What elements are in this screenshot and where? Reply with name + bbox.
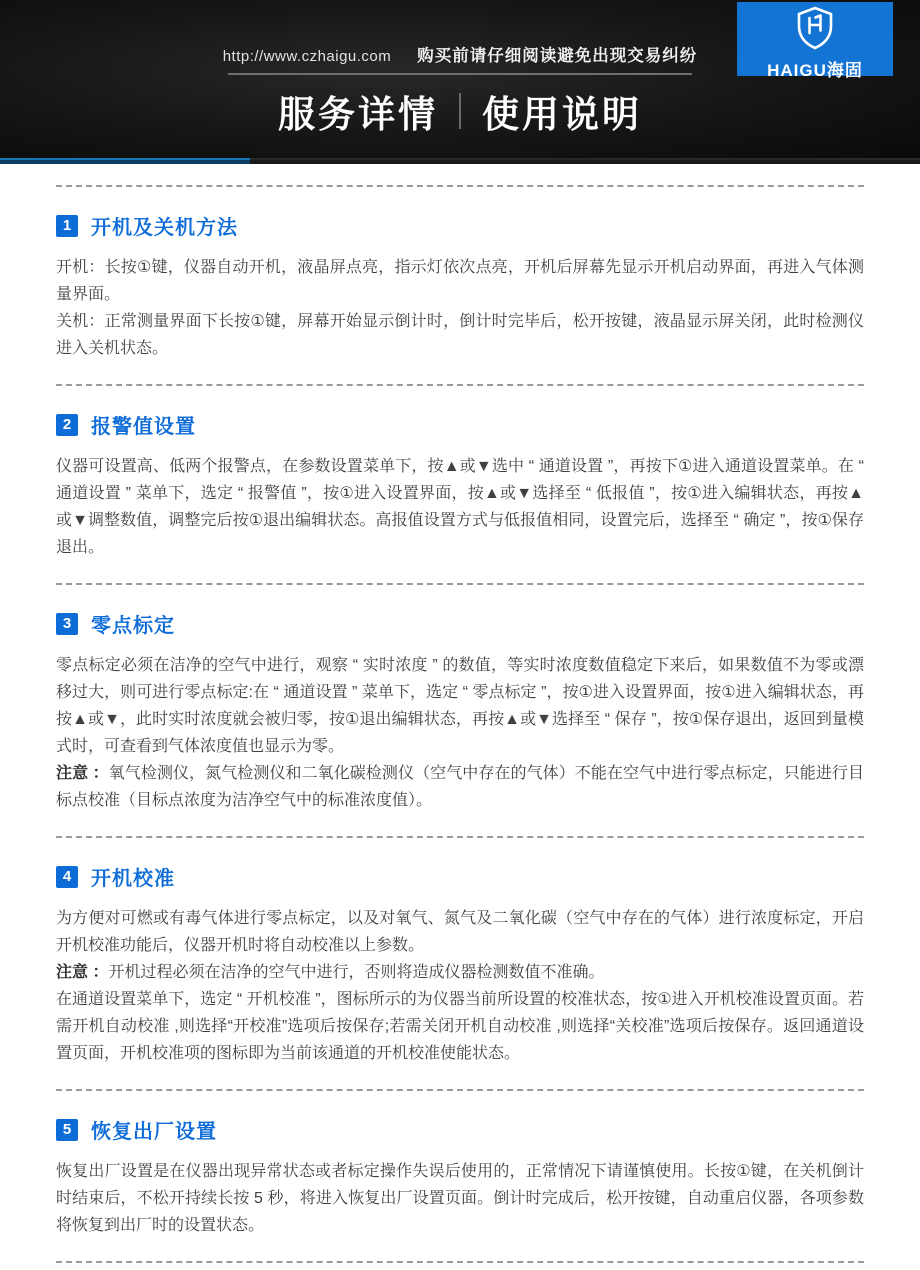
note-paragraph xyxy=(56,760,864,814)
instructions-content xyxy=(56,164,864,1263)
section-title: 零点标定 xyxy=(91,615,175,637)
section-factory-reset xyxy=(56,1091,864,1261)
purchase-notice: 购买前请仔细阅读避免出现交易纠纷 xyxy=(417,47,698,65)
section-header xyxy=(56,410,864,439)
header-underline xyxy=(228,73,692,75)
section-header xyxy=(56,211,864,240)
shield-icon xyxy=(795,6,835,55)
title-service-detail: 服务详情 xyxy=(278,94,438,135)
title-divider xyxy=(459,93,461,129)
brand-name: HAIGU海固 xyxy=(767,61,863,80)
section-number-badge: 3 xyxy=(56,613,78,635)
header-accent-strip xyxy=(0,158,920,164)
section-paragraph: 为方便对可燃或有毒气体进行零点标定，以及对氧气、氮气及二氧化碳（空气中存在的气体）进行浓度标定，开启开机校准功能后，仪器开机时将自动校准以上参数。 xyxy=(56,910,864,954)
title-usage-instructions: 使用说明 xyxy=(482,94,642,135)
note-paragraph xyxy=(56,959,864,986)
section-paragraph: 开机：长按①键，仪器自动开机，液晶屏点亮，指示灯依次点亮，开机后屏幕先显示开机启动界面，再进入气体测量界面。 xyxy=(56,259,864,303)
note-text: 氧气检测仪，氮气检测仪和二氧化碳检测仪（空气中存在的气体）不能在空气中进行零点标定，只能进行目标点校准（目标点浓度为洁净空气中的标准浓度值）。 xyxy=(56,765,864,809)
section-paragraph: 在通道设置菜单下，选定 “ 开机校准 ”，图标所示的为仪器当前所设置的校准状态，按①进入开机校准设置页面。若需开机自动校准 ,则选择“开校准”选项后按保存;若需关闭开机自动校准 ,则选择“关校准”选项后按保存。返回通道设置页面，开机校准项的图标即为当前该通道的开机校准使能状态。 xyxy=(56,991,864,1062)
brand-logo xyxy=(737,2,893,80)
dashed-divider xyxy=(56,1261,864,1263)
section-number-badge: 1 xyxy=(56,215,78,237)
section-paragraph: 恢复出厂设置是在仪器出现异常状态或者标定操作失误后使用的，正常情况下请谨慎使用。长按①键，在关机倒计时结束后，不松开持续长按 5 秒，将进入恢复出厂设置页面。倒计时完成后，松开按键，自动重启仪器，各项参数将恢复到出厂时的设置状态。 xyxy=(56,1163,864,1234)
section-title: 开机校准 xyxy=(91,868,175,890)
section-paragraph: 关机：正常测量界面下长按①键，屏幕开始显示倒计时，倒计时完毕后，松开按键，液晶显示屏关闭，此时检测仪进入关机状态。 xyxy=(56,313,864,357)
section-number-badge: 4 xyxy=(56,866,78,888)
accent-strip-dark xyxy=(250,158,920,164)
section-title: 恢复出厂设置 xyxy=(91,1121,217,1143)
section-alarm-value xyxy=(56,386,864,583)
section-number-badge: 5 xyxy=(56,1119,78,1141)
note-text: 开机过程必须在洁净的空气中进行，否则将造成仪器检测数值不准确。 xyxy=(108,964,605,981)
page-title xyxy=(0,84,920,138)
page-header xyxy=(0,0,920,158)
accent-strip-blue xyxy=(0,158,250,164)
section-power-on-off xyxy=(56,187,864,384)
note-label: 注意 ： xyxy=(56,964,109,981)
section-header xyxy=(56,609,864,638)
section-paragraph: 仪器可设置高、低两个报警点，在参数设置菜单下，按▲或▼选中 “ 通道设置 ”，再按下①进入通道设置菜单。在 “ 通道设置 ” 菜单下，选定 “ 报警值 ”，按①进入设置界面，按▲或▼选择至 “ 低报值 ”，按①进入编辑状态，再按▲或▼调整数值，调整完后按①退出编辑状态。高报值设置方式与低报值相同，设置完后，选择至 “ 确定 ”，按①保存退出。 xyxy=(56,458,864,556)
section-paragraph: 零点标定必须在洁净的空气中进行，观察 “ 实时浓度 ” 的数值，等实时浓度数值稳定下来后，如果数值不为零或漂移过大，则可进行零点标定:在 “ 通道设置 ” 菜单下，选定 “ 零点标定 ”，按①进入设置界面，按①进入编辑状态，再按▲或▼，此时实时浓度就会被归零，按①退出编辑状态，再按▲或▼选择至 “ 保存 ”，按①保存退出，返回到量模式时，可查看到气体浓度值也显示为零。 xyxy=(56,657,864,755)
section-title: 报警值设置 xyxy=(91,416,196,438)
note-label: 注意 ： xyxy=(56,765,109,782)
section-header xyxy=(56,1115,864,1144)
section-zero-calibration xyxy=(56,585,864,836)
section-header xyxy=(56,862,864,891)
site-url: http://www.czhaigu.com xyxy=(222,48,392,65)
section-title: 开机及关机方法 xyxy=(91,217,238,239)
section-number-badge: 2 xyxy=(56,414,78,436)
section-startup-calibration xyxy=(56,838,864,1089)
